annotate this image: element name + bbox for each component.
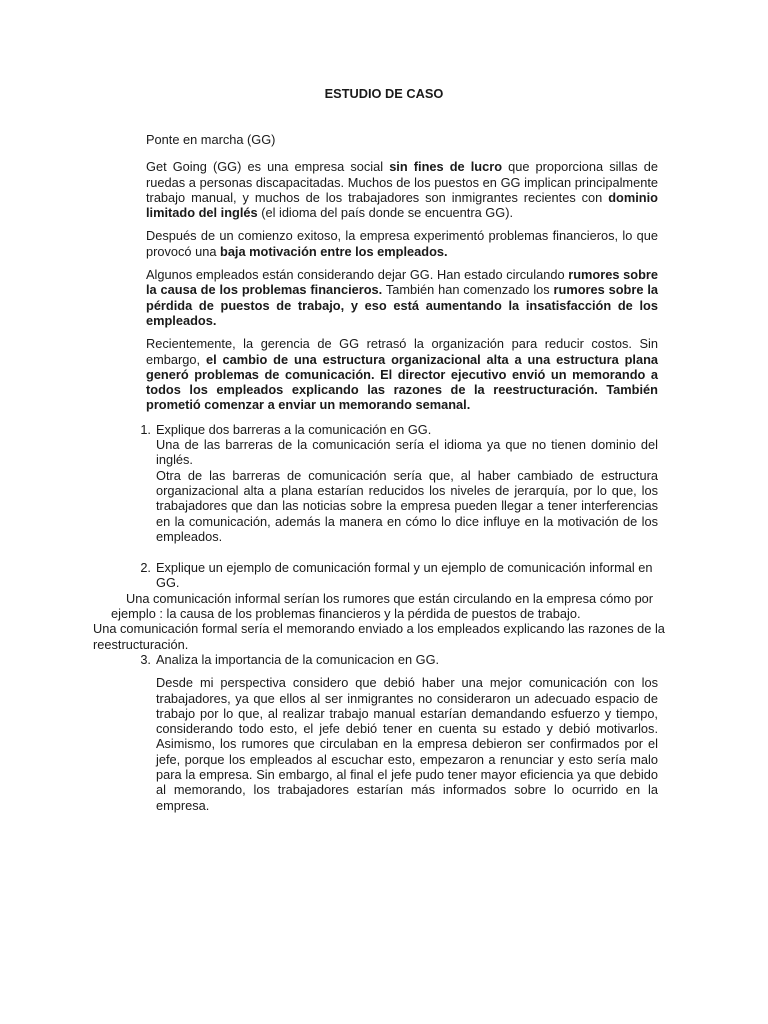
question-text: Explique dos barreras a la comunicación en GG. xyxy=(156,421,432,437)
question-number: 1. xyxy=(140,421,151,437)
paragraph-restructuring xyxy=(146,336,658,412)
question-3 xyxy=(140,651,658,813)
question-text: Explique un ejemplo de comunicación formal y un ejemplo de comunicación informal en GG. xyxy=(156,560,653,591)
bold-run: dominio limitado del inglés xyxy=(146,189,658,221)
bold-run: rumores sobre la causa de los problemas financieros. xyxy=(146,267,658,298)
question-2 xyxy=(93,560,665,652)
case-subtitle: Ponte en marcha (GG) xyxy=(146,132,276,147)
paragraph-financial-problems xyxy=(146,228,658,259)
bold-run: rumores sobre la pérdida de puestos de trabajo, y eso está aumentando la insatisfacción de los empleados. xyxy=(146,282,658,328)
answer-paragraph: Una comunicación informal serían los rumores que están circulando en la empresa cómo por ejemplo : la causa de los problemas financieros y la pérdida de puestos de trabajo. xyxy=(111,590,654,622)
document-title: ESTUDIO DE CASO xyxy=(324,86,444,101)
question-number: 2. xyxy=(140,560,151,576)
answer-paragraph: Otra de las barreras de comunicación sería que, al haber cambiado de estructura organizacional alta a plana estarían reducidos los niveles de jerarquía, por lo que, los trabajadores que dan las noticias sobre la empresa pueden llegar a tener interferencias en la comunicación, además la manera en cómo lo dice influye en la motivación de los empleados. xyxy=(156,467,658,544)
paragraph-rumors xyxy=(146,267,658,328)
text-run: Recientemente, la gerencia de GG retrasó la organización para reducir costos. Sin embargo, xyxy=(146,336,658,367)
bold-run: el cambio de una estructura organizacional alta a una estructura plana generó problemas de comunicación. El director ejecutivo envió un memorando a todos los empleados explicando las razones de la reestructuración. También prometió comenzar a enviar un memorando semanal. xyxy=(146,351,658,413)
text-run: (el idioma del país donde se encuentra GG). xyxy=(257,205,514,221)
answer-paragraph: Desde mi perspectiva considero que debió haber una mejor comunicación con los trabajadores, ya que ellos al ser inmigrantes no consideraron un adecuado espacio de trabajo por lo que, al realizar trabajo manual estarían demandando esfuerzo y tiempo, considerando todo esto, el jefe debió tener en cuenta su estado y debió motivarlos. Asimismo, los rumores que circulaban en la empresa debieron ser confirmados por el jefe, porque los empleados al escuchar esto, empezaron a renunciar y esto sería malo para la empresa. Sin embargo, al final el jefe pudo tener mayor eficiencia ya que debido al memorando, los trabajadores estarían más informados sobre lo ocurrido en la empresa. xyxy=(156,675,658,813)
text-run: que proporciona sillas de ruedas a personas discapacitadas. Muchos de los puestos en GG implican principalmente trabajo manual, y muchos de los trabajadores son inmigrantes recientes con xyxy=(146,159,658,205)
answer-paragraph: Una de las barreras de la comunicación sería el idioma ya que no tienen dominio del inglés. xyxy=(156,437,658,468)
answer-paragraph: Una comunicación formal sería el memorando enviado a los empleados explicando las razones de la reestructuración. xyxy=(93,621,665,652)
question-text: Analiza la importancia de la comunicacion en GG. xyxy=(156,651,440,667)
text-run: Algunos empleados están considerando dejar GG. Han estado circulando xyxy=(146,267,569,283)
text-run: También han comenzado los xyxy=(382,282,554,298)
paragraph-intro xyxy=(146,159,658,220)
text-run: Después de un comienzo exitoso, la empresa experimentó problemas financieros, lo que provocó una xyxy=(146,228,658,259)
bold-run: baja motivación entre los empleados. xyxy=(220,243,448,259)
question-1 xyxy=(140,421,658,544)
bold-run: sin fines de lucro xyxy=(389,159,503,175)
document-body xyxy=(93,132,665,813)
question-number: 3. xyxy=(140,651,151,667)
text-run: Get Going (GG) es una empresa social xyxy=(146,159,390,175)
